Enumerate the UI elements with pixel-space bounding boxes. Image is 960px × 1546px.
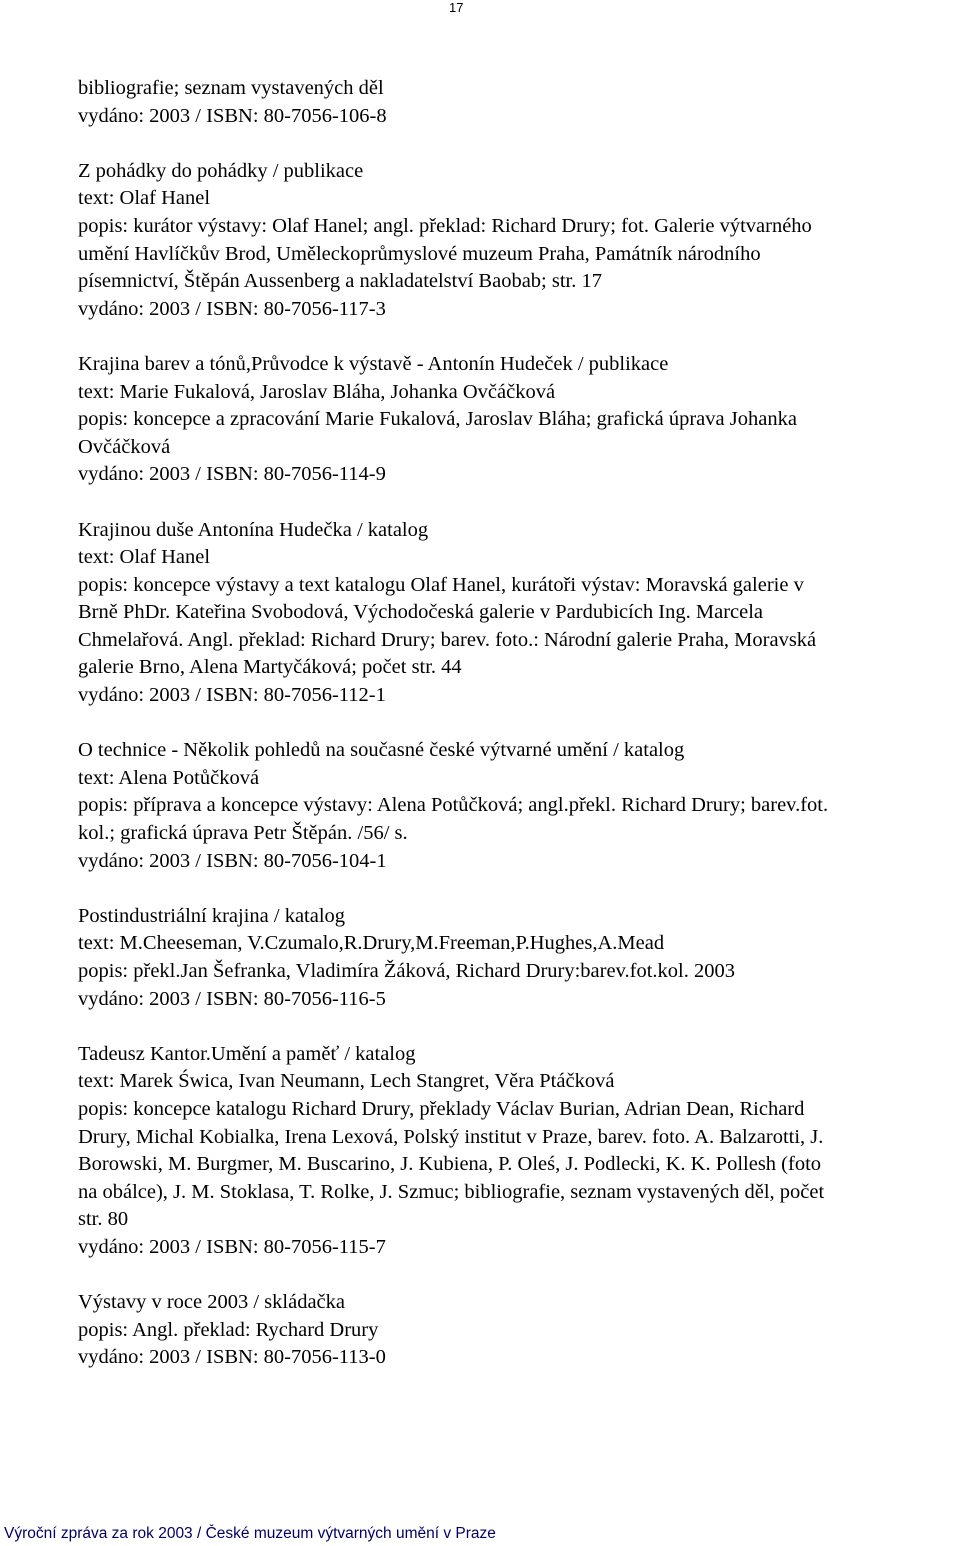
page-footer: Výroční zpráva za rok 2003 / České muzeum výtvarných umění v Praze bbox=[4, 1525, 496, 1542]
entry-line: Drury, Michal Kobialka, Irena Lexová, Polský institut v Praze, barev. foto. A. Balzarotti, J. bbox=[78, 1125, 824, 1148]
publication-entry bbox=[78, 158, 960, 324]
entry-line: popis: Angl. překlad: Rychard Drury bbox=[78, 1318, 379, 1341]
publication-entry bbox=[78, 517, 960, 710]
entry-line: na obálce), J. M. Stoklasa, T. Rolke, J. Szmuc; bibliografie, seznam vystavených děl, počet bbox=[78, 1180, 825, 1203]
entry-line: Ovčáčková bbox=[78, 435, 171, 458]
entry-line: popis: překl.Jan Šefranka, Vladimíra Žáková, Richard Drury:barev.fot.kol. 2003 bbox=[78, 960, 735, 982]
entry-title: Postindustriální krajina / katalog bbox=[78, 904, 346, 927]
publication-entry bbox=[78, 1289, 960, 1372]
entry-title: Výstavy v roce 2003 / skládačka bbox=[78, 1291, 345, 1314]
entry-line: str. 80 bbox=[78, 1208, 129, 1231]
entry-line: Borowski, M. Burgmer, M. Buscarino, J. Kubiena, P. Oleś, J. Podlecki, K. K. Pollesh (foto bbox=[78, 1153, 822, 1176]
page-number: 17 bbox=[449, 0, 464, 15]
entry-line: popis: koncepce katalogu Richard Drury, překlady Václav Burian, Adrian Dean, Richard bbox=[78, 1097, 805, 1120]
entry-line: popis: kurátor výstavy: Olaf Hanel; angl. překlad: Richard Drury; fot. Galerie výtvarného bbox=[78, 214, 812, 237]
entry-line: Chmelařová. Angl. překlad: Richard Drury; barev. foto.: Národní galerie Praha, Moravská bbox=[78, 628, 817, 651]
entry-line: vydáno: 2003 / ISBN: 80-7056-113-0 bbox=[78, 1346, 386, 1369]
entry-line: popis: koncepce a zpracování Marie Fukalová, Jaroslav Bláha; grafická úprava Johanka bbox=[78, 408, 797, 431]
entry-line: vydáno: 2003 / ISBN: 80-7056-117-3 bbox=[78, 297, 386, 320]
entry-title: Z pohádky do pohádky / publikace bbox=[78, 159, 364, 182]
entry-line: galerie Brno, Alena Martyčáková; počet str. 44 bbox=[78, 656, 462, 679]
entry-title: Krajinou duše Antonína Hudečka / katalog bbox=[78, 518, 429, 541]
document-body bbox=[78, 75, 960, 1400]
entry-line: vydáno: 2003 / ISBN: 80-7056-114-9 bbox=[78, 463, 386, 486]
entry-line: vydáno: 2003 / ISBN: 80-7056-115-7 bbox=[78, 1235, 386, 1258]
entry-line: vydáno: 2003 / ISBN: 80-7056-104-1 bbox=[78, 849, 387, 872]
entry-line: Brně PhDr. Kateřina Svobodová, Východočeská galerie v Pardubicích Ing. Marcela bbox=[78, 601, 764, 624]
entry-line: bibliografie; seznam vystavených děl bbox=[78, 77, 384, 99]
publication-entry bbox=[78, 903, 960, 1013]
entry-line: text: Alena Potůčková bbox=[78, 766, 260, 789]
entry-line: vydáno: 2003 / ISBN: 80-7056-112-1 bbox=[78, 684, 386, 707]
entry-line: vydáno: 2003 / ISBN: 80-7056-116-5 bbox=[78, 987, 386, 1010]
entry-line: popis: koncepce výstavy a text katalogu Olaf Hanel, kurátoři výstav: Moravská galerie v bbox=[78, 573, 804, 596]
entry-line: text: M.Cheeseman, V.Czumalo,R.Drury,M.Freeman,P.Hughes,A.Mead bbox=[78, 932, 665, 955]
entry-title: Krajina barev a tónů,Průvodce k výstavě - Antonín Hudeček / publikace bbox=[78, 352, 669, 375]
publication-entry bbox=[78, 75, 960, 130]
publication-entry bbox=[78, 737, 960, 875]
entry-line: umění Havlíčkův Brod, Uměleckoprůmyslové muzeum Praha, Památník národního bbox=[78, 242, 761, 265]
publication-entry bbox=[78, 351, 960, 489]
entry-title: Tadeusz Kantor.Umění a paměť / katalog bbox=[78, 1042, 416, 1065]
entry-line: text: Marek Świca, Ivan Neumann, Lech Stangret, Věra Ptáčková bbox=[78, 1070, 615, 1093]
entry-line: text: Olaf Hanel bbox=[78, 187, 211, 210]
entry-line: text: Olaf Hanel bbox=[78, 546, 211, 569]
entry-line: text: Marie Fukalová, Jaroslav Bláha, Johanka Ovčáčková bbox=[78, 380, 556, 403]
entry-line: kol.; grafická úprava Petr Štěpán. /56/ s. bbox=[78, 822, 408, 845]
entry-title: O technice - Několik pohledů na současné české výtvarné umění / katalog bbox=[78, 739, 685, 762]
entry-line: písemnictví, Štěpán Aussenberg a nakladatelství Baobab; str. 17 bbox=[78, 270, 602, 293]
entry-line: popis: příprava a koncepce výstavy: Alena Potůčková; angl.překl. Richard Drury; barev.fot. bbox=[78, 794, 829, 817]
entry-line: vydáno: 2003 / ISBN: 80-7056-106-8 bbox=[78, 104, 387, 127]
publication-entry bbox=[78, 1041, 960, 1262]
